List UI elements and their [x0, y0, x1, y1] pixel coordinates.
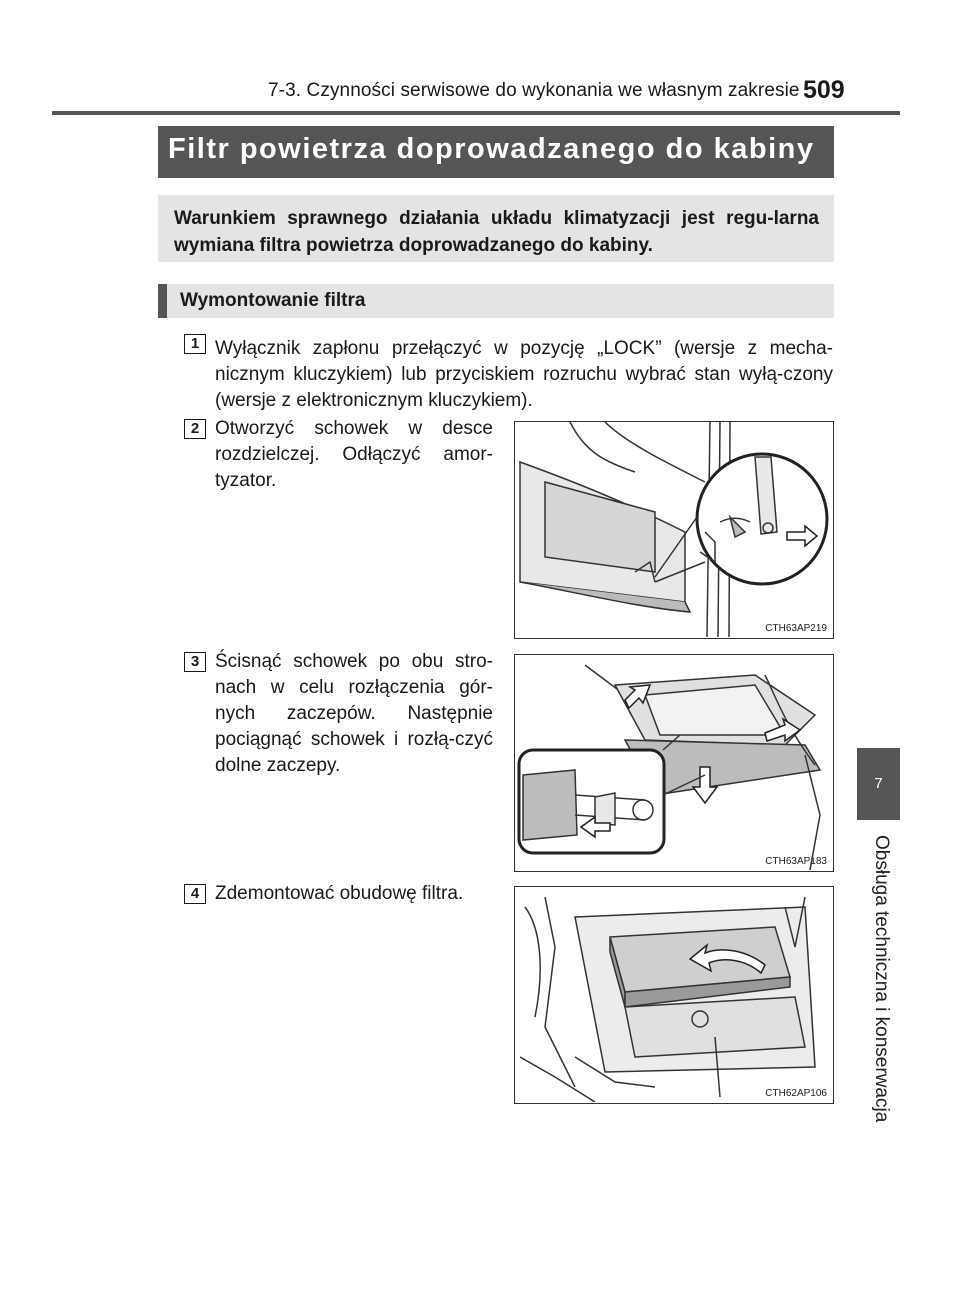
figure-code: CTH62AP106: [765, 1088, 827, 1099]
figure-glovebox-damper: [514, 421, 834, 639]
page-number: 509: [803, 76, 845, 104]
glovebox-damper-illustration: [515, 422, 832, 637]
subsection-marker: [158, 284, 167, 318]
glovebox-removal-illustration: [515, 655, 832, 870]
chapter-label: Obsługa techniczna i konserwacja: [871, 835, 892, 1123]
running-header: 7-3. Czynności serwisowe do wykonania we własnym zakresie: [268, 80, 800, 101]
step-text-1: Wyłącznik zapłonu przełączyć w pozycję „LOCK” (wersje z mecha-nicznym kluczykiem) lub przyciskiem rozruchu wybrać stan wyłą-czony (wersje z elektronicznym kluczykiem).: [215, 338, 833, 411]
intro-text: Warunkiem sprawnego działania układu klimatyzacji jest regu-larna wymiana filtra powietrza doprowadzanego do kabiny.: [174, 208, 819, 256]
figure-code: CTH63AP219: [765, 623, 827, 634]
filter-cover-illustration: [515, 887, 832, 1102]
section-title: Filtr powietrza doprowadzanego do kabiny: [168, 133, 815, 165]
figure-glovebox-removal: [514, 654, 834, 872]
figure-filter-cover: [514, 886, 834, 1104]
figure-code: CTH63AP183: [765, 856, 827, 867]
step-text-3: Ścisnąć schowek po obu stro-nach w celu rozłączenia gór-nych zaczepów. Następnie pociągnąć schowek i rozłą-czyć dolne zaczepy.: [215, 651, 493, 776]
step-text-4: Zdemontować obudowę filtra.: [215, 883, 464, 904]
step-text-2: Otworzyć schowek w desce rozdzielczej. Odłączyć amor-tyzator.: [215, 418, 493, 491]
step-number-4: 4: [184, 884, 206, 904]
step-number-1: 1: [184, 334, 206, 354]
subsection-title: Wymontowanie filtra: [180, 290, 366, 311]
step-number-3: 3: [184, 652, 206, 672]
header-rule: [52, 111, 900, 115]
step-number-2: 2: [184, 419, 206, 439]
chapter-tab: 7: [857, 748, 900, 820]
